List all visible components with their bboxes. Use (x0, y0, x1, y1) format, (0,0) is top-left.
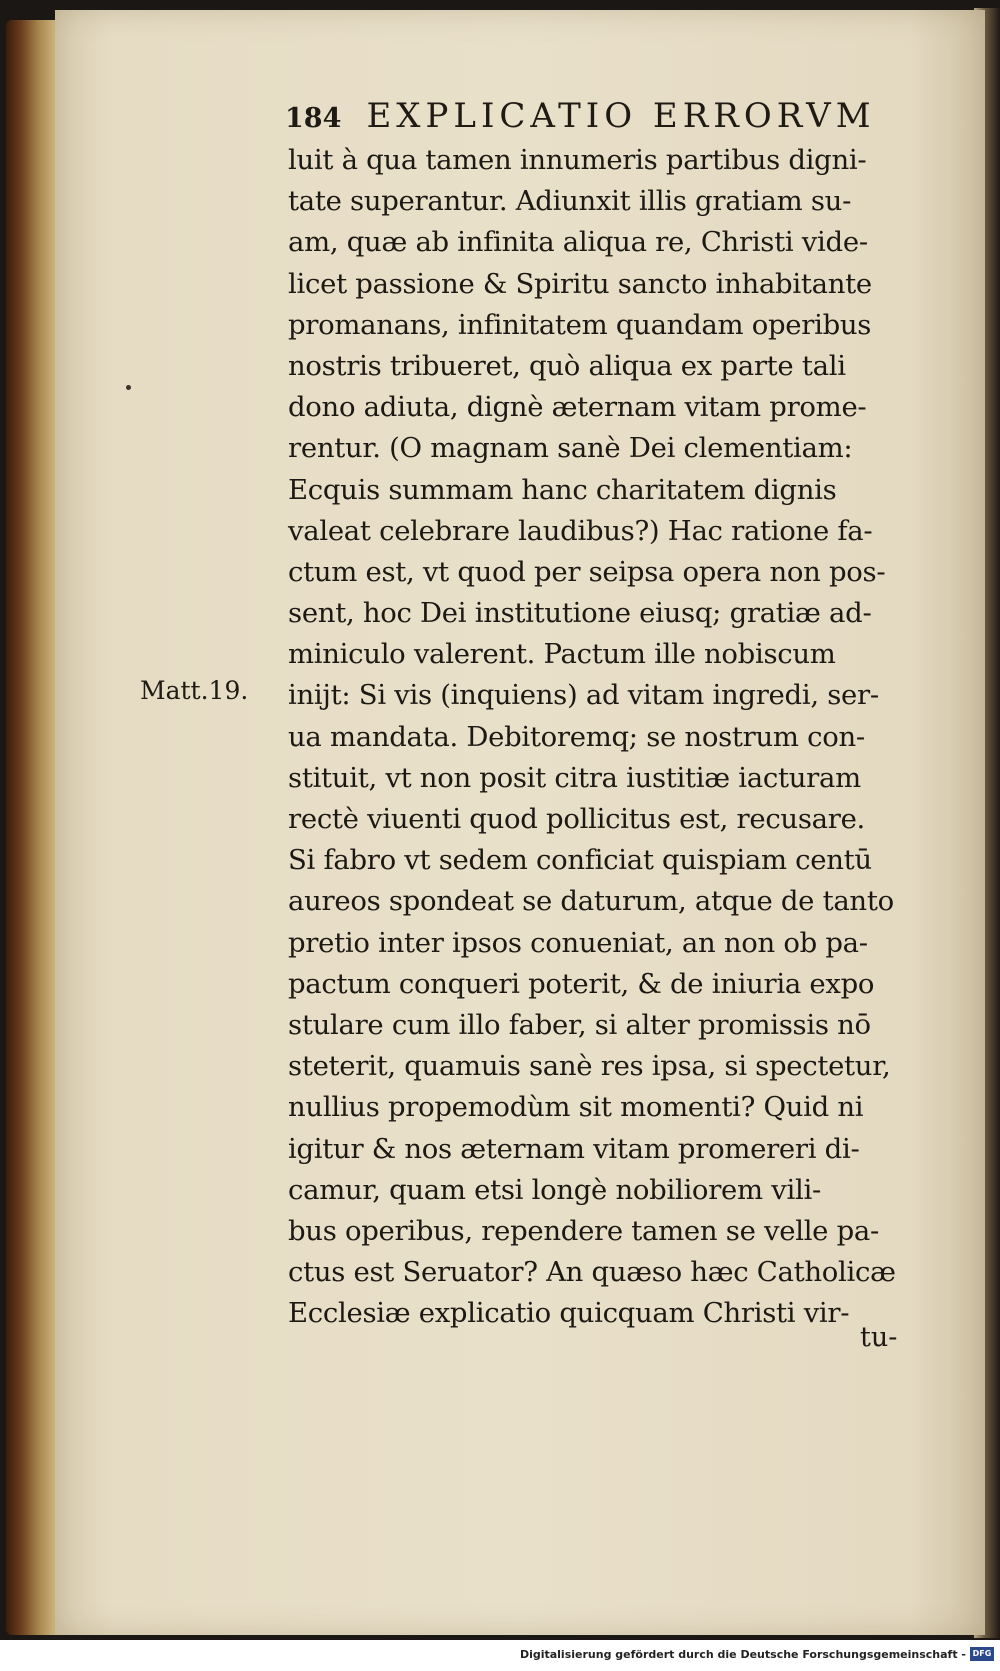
text-line: miniculo valerent. Pactum ille nobiscum (288, 638, 836, 671)
text-line: Ecclesiæ explicatio quicquam Christi vir- (288, 1297, 850, 1330)
text-line: ctus est Seruator? An quæso hæc Catholicæ (288, 1256, 896, 1289)
dfg-logo: DFG (970, 1647, 994, 1661)
text-line: bus operibus, rependere tamen se velle pa- (288, 1214, 879, 1247)
text-line: Si fabro vt sedem conficiat quispiam centū (288, 844, 872, 877)
funding-credit: Digitalisierung gefördert durch die Deutsche Forschungsgemeinschaft - (519, 1648, 966, 1661)
text-line: stituit, vt non posit citra iustitiæ iacturam (288, 761, 861, 794)
text-line: tate superantur. Adiunxit illis gratiam su- (288, 185, 852, 218)
text-line: luit à qua tamen innumeris partibus digni- (288, 144, 867, 176)
text-line: camur, quam etsi longè nobiliorem vili- (288, 1173, 821, 1206)
text-line: ua mandata. Debitoremq; se nostrum con- (288, 720, 865, 753)
text-line: dono adiuta, dignè æternam vitam prome- (288, 391, 867, 424)
text-line: aureos spondeat se daturum, atque de tanto (288, 885, 894, 918)
text-line: licet passione & Spiritu sancto inhabitante (288, 267, 872, 300)
text-line: stulare cum illo faber, si alter promissis nō (288, 1008, 871, 1041)
text-line: am, quæ ab infinita aliqua re, Christi vide- (288, 226, 868, 259)
page-number: 184 (285, 103, 342, 134)
running-header (285, 96, 915, 136)
text-line: ctum est, vt quod per seipsa opera non pos- (288, 555, 886, 588)
text-line: inijt: Si vis (inquiens) ad vitam ingredi, ser- (288, 679, 879, 712)
text-line: rectè viuenti quod pollicitus est, recusare. (288, 803, 866, 835)
text-line: rentur. (O magnam sanè Dei clementiam: (288, 432, 853, 465)
ink-speck (126, 385, 131, 390)
marginal-note: Matt.19. (140, 676, 249, 705)
digitization-footer (0, 1640, 1000, 1671)
text-line: nullius propemodùm sit momenti? Quid ni (288, 1091, 864, 1124)
text-line: pactum conqueri poterit, & de iniuria expo (288, 967, 875, 1000)
running-title: EXPLICATIO ERRORVM (366, 96, 876, 136)
text-line: nostris tribueret, quò aliqua ex parte tali (288, 349, 846, 382)
text-line: igitur & nos æternam vitam promereri di- (288, 1132, 860, 1165)
text-line: Ecquis summam hanc charitatem dignis (288, 473, 837, 506)
text-line: sent, hoc Dei institutione eiusq; gratiæ ad- (288, 597, 872, 630)
body-text (288, 140, 928, 1334)
text-line: promanans, infinitatem quandam operibus (288, 308, 872, 341)
text-line: steterit, quamuis sanè res ipsa, si spectetur, (288, 1050, 891, 1083)
catchword: tu- (860, 1322, 898, 1353)
text-line: pretio inter ipsos conueniat, an non ob pa- (288, 926, 868, 959)
text-line: valeat celebrare laudibus?) Hac ratione fa- (288, 514, 873, 547)
